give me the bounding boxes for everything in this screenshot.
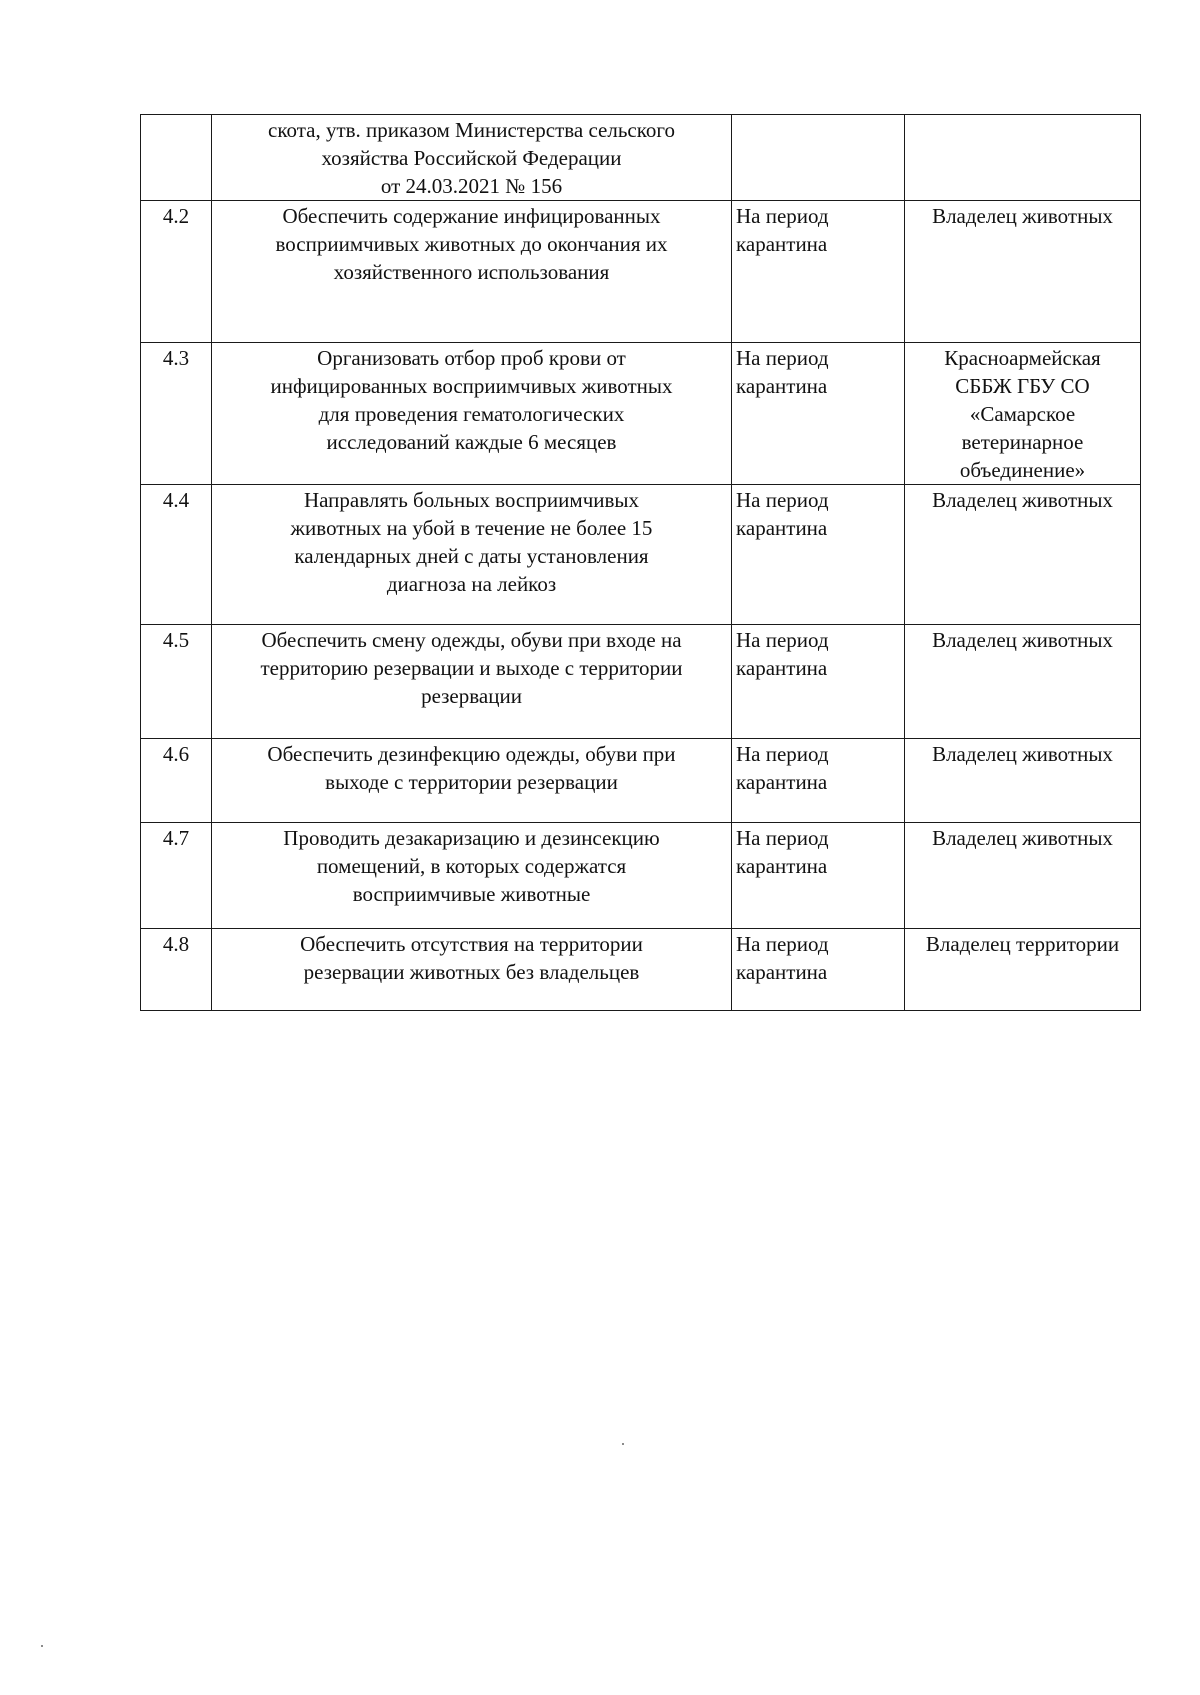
item-number-cell: 4.2 — [141, 201, 212, 343]
responsible-cell: Владелец территории — [905, 929, 1141, 1011]
item-number-cell — [141, 115, 212, 201]
action-cell: Организовать отбор проб крови от инфицированных восприимчивых животных для проведения гематологических исследований каждые 6 месяцев — [212, 343, 732, 485]
action-cell: Обеспечить дезинфекцию одежды, обуви при выходе с территории резервации — [212, 739, 732, 823]
scan-speck — [41, 1645, 43, 1647]
term-cell: На период карантина — [732, 739, 905, 823]
term-cell: На период карантина — [732, 625, 905, 739]
action-cell: Обеспечить смену одежды, обуви при входе на территорию резервации и выходе с территории резервации — [212, 625, 732, 739]
responsible-cell: Владелец животных — [905, 739, 1141, 823]
term-cell: На период карантина — [732, 485, 905, 625]
responsible-cell: Владелец животных — [905, 625, 1141, 739]
action-cell: Обеспечить отсутствия на территории резервации животных без владельцев — [212, 929, 732, 1011]
table-row — [141, 823, 1141, 929]
responsible-cell: Владелец животных — [905, 823, 1141, 929]
action-cell: Обеспечить содержание инфицированных восприимчивых животных до окончания их хозяйственного использования — [212, 201, 732, 343]
action-cell: скота, утв. приказом Министерства сельского хозяйства Российской Федерации от 24.03.2021 № 156 — [212, 115, 732, 201]
item-number-cell: 4.7 — [141, 823, 212, 929]
table-row — [141, 343, 1141, 485]
responsible-cell — [905, 115, 1141, 201]
term-cell — [732, 115, 905, 201]
table-row — [141, 485, 1141, 625]
term-cell: На период карантина — [732, 929, 905, 1011]
measures-table — [140, 114, 1141, 1011]
action-cell: Проводить дезакаризацию и дезинсекцию помещений, в которых содержатся восприимчивые животные — [212, 823, 732, 929]
table-row — [141, 929, 1141, 1011]
item-number-cell: 4.8 — [141, 929, 212, 1011]
responsible-cell: Красноармейская СББЖ ГБУ СО «Самарское ветеринарное объединение» — [905, 343, 1141, 485]
item-number-cell: 4.6 — [141, 739, 212, 823]
responsible-cell: Владелец животных — [905, 201, 1141, 343]
item-number-cell: 4.5 — [141, 625, 212, 739]
item-number-cell: 4.4 — [141, 485, 212, 625]
table-row — [141, 625, 1141, 739]
term-cell: На период карантина — [732, 823, 905, 929]
term-cell: На период карантина — [732, 343, 905, 485]
item-number-cell: 4.3 — [141, 343, 212, 485]
table-row — [141, 739, 1141, 823]
responsible-cell: Владелец животных — [905, 485, 1141, 625]
action-cell: Направлять больных восприимчивых животных на убой в течение не более 15 календарных дней с даты установления диагноза на лейкоз — [212, 485, 732, 625]
table-row — [141, 115, 1141, 201]
table-row — [141, 201, 1141, 343]
term-cell: На период карантина — [732, 201, 905, 343]
scan-speck — [622, 1443, 624, 1445]
